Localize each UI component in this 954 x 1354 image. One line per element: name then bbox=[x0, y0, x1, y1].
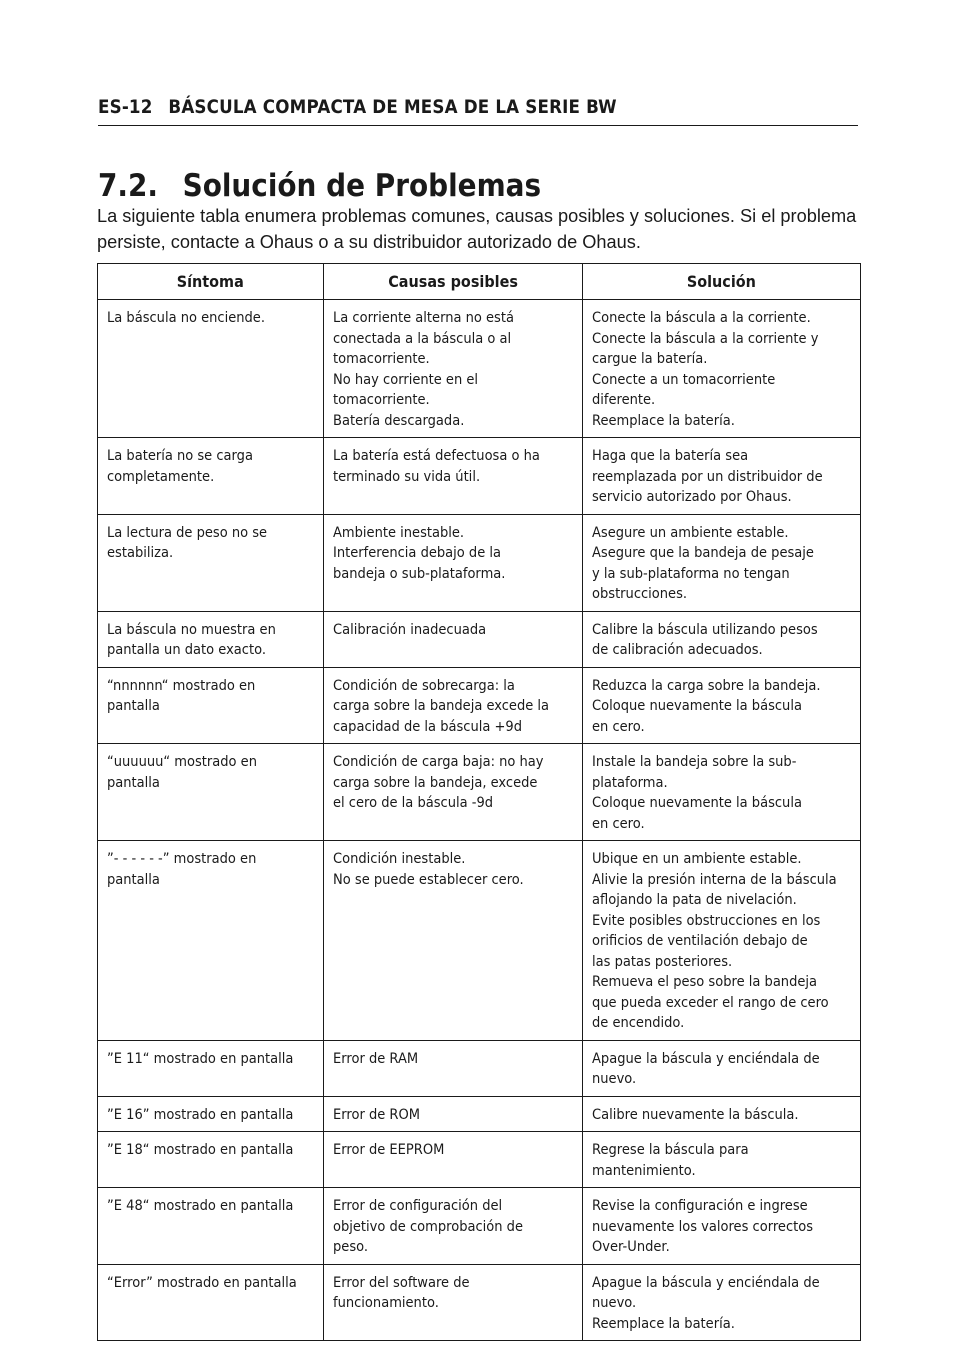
symptom-cell bbox=[98, 1040, 324, 1096]
solution-text-line: en cero. bbox=[592, 815, 645, 832]
solution-text-line: y la sub-plataforma no tengan bbox=[592, 565, 790, 582]
solution-text-line: Alivie la presión interna de la báscula bbox=[592, 871, 837, 888]
solution-text-line: de calibración adecuados. bbox=[592, 642, 763, 658]
solution-text-line: las patas posteriores. bbox=[592, 953, 733, 970]
causes-cell bbox=[324, 1096, 583, 1132]
causes-cell bbox=[324, 611, 583, 667]
table-row bbox=[98, 1096, 861, 1132]
symptom-cell bbox=[98, 1264, 324, 1341]
solution-text-line: Asegure un ambiente estable. bbox=[592, 524, 789, 541]
table-row bbox=[98, 1188, 861, 1265]
symptom-cell bbox=[98, 514, 324, 611]
solution-text-line: Remueva el peso sobre la bandeja bbox=[592, 974, 818, 990]
solution-text-line: plataforma. bbox=[592, 774, 668, 791]
solution-text-line: Apague la báscula y enciéndala de bbox=[592, 1274, 820, 1291]
section-heading: Solución de Problemas bbox=[182, 168, 542, 204]
causes-text-line: terminado su vida útil. bbox=[333, 468, 481, 485]
symptom-cell bbox=[98, 667, 324, 744]
symptom-cell bbox=[98, 300, 324, 438]
causes-text-line: Error del software de bbox=[333, 1274, 470, 1291]
solution-cell bbox=[583, 1264, 861, 1341]
symptom-cell bbox=[98, 841, 324, 1041]
symptom-text-line: pantalla bbox=[107, 871, 160, 888]
causes-cell bbox=[324, 667, 583, 744]
solution-text-line: Conecte la báscula a la corriente y bbox=[592, 330, 819, 347]
solution-text-line: mantenimiento. bbox=[592, 1162, 696, 1179]
symptom-text-line: ”E 16” mostrado en pantalla bbox=[107, 1106, 294, 1123]
symptom-text-line: “nnnnnn“ mostrado en bbox=[107, 677, 256, 694]
table-header-row bbox=[98, 264, 861, 300]
causes-text-line: tomacorriente. bbox=[333, 392, 430, 408]
symptom-cell bbox=[98, 1188, 324, 1265]
symptom-text-line: La lectura de peso no se bbox=[107, 524, 268, 541]
solution-text-line: Calibre nuevamente la báscula. bbox=[592, 1106, 799, 1123]
column-header-label: Causas posibles bbox=[388, 272, 518, 291]
solution-text-line: Over-Under. bbox=[592, 1239, 670, 1255]
table-row bbox=[98, 514, 861, 611]
causes-text-line: funcionamiento. bbox=[333, 1295, 439, 1311]
solution-text-line: Conecte la báscula a la corriente. bbox=[592, 310, 811, 326]
table-row bbox=[98, 667, 861, 744]
troubleshooting-table bbox=[97, 263, 861, 1341]
solution-text-line: de encendido. bbox=[592, 1015, 685, 1031]
column-header-causes bbox=[324, 264, 583, 300]
causes-cell bbox=[324, 1264, 583, 1341]
solution-text-line: Asegure que la bandeja de pesaje bbox=[592, 545, 814, 561]
solution-text-line: Reemplace la batería. bbox=[592, 412, 735, 429]
solution-text-line: en cero. bbox=[592, 718, 645, 735]
solution-cell bbox=[583, 514, 861, 611]
causes-text-line: bandeja o sub-plataforma. bbox=[333, 565, 506, 582]
table-row bbox=[98, 1264, 861, 1341]
causes-text-line: carga sobre la bandeja, excede bbox=[333, 774, 538, 791]
symptom-text-line: ”E 11“ mostrado en pantalla bbox=[107, 1050, 294, 1067]
solution-text-line: Reemplace la batería. bbox=[592, 1315, 735, 1332]
causes-cell bbox=[324, 744, 583, 841]
causes-text-line: objetivo de comprobación de bbox=[333, 1218, 523, 1235]
symptom-cell bbox=[98, 1132, 324, 1188]
solution-cell bbox=[583, 667, 861, 744]
causes-text-line: el cero de la báscula -9d bbox=[333, 795, 494, 811]
causes-cell bbox=[324, 1132, 583, 1188]
causes-text-line: La batería está defectuosa o ha bbox=[333, 448, 540, 464]
causes-text-line: Error de configuración del bbox=[333, 1198, 503, 1214]
solution-text-line: Reduzca la carga sobre la bandeja. bbox=[592, 677, 821, 694]
table-row bbox=[98, 744, 861, 841]
symptom-text-line: ”- - - - - -” mostrado en bbox=[107, 851, 257, 867]
intro-paragraph: La siguiente tabla enumera problemas comunes, causas posibles y soluciones. Si el problema persiste, contacte a Ohaus o a su distribuidor autorizado de Ohaus. bbox=[97, 206, 857, 252]
column-header-symptom bbox=[98, 264, 324, 300]
symptom-text-line: ”E 18“ mostrado en pantalla bbox=[107, 1142, 294, 1158]
causes-text-line: La corriente alterna no está bbox=[333, 310, 514, 326]
symptom-cell bbox=[98, 611, 324, 667]
solution-text-line: nuevamente los valores correctos bbox=[592, 1218, 814, 1235]
causes-cell bbox=[324, 514, 583, 611]
section-number: 7.2. bbox=[98, 168, 159, 204]
solution-cell bbox=[583, 1188, 861, 1265]
solution-cell bbox=[583, 841, 861, 1041]
column-header-label: Solución bbox=[686, 272, 757, 291]
causes-text-line: capacidad de la báscula +9d bbox=[333, 718, 523, 735]
solution-cell bbox=[583, 611, 861, 667]
symptom-cell bbox=[98, 1096, 324, 1132]
symptom-text-line: La batería no se carga bbox=[107, 448, 253, 464]
table-row bbox=[98, 841, 861, 1041]
table-row bbox=[98, 1040, 861, 1096]
solution-text-line: Ubique en un ambiente estable. bbox=[592, 851, 802, 867]
solution-text-line: servicio autorizado por Ohaus. bbox=[592, 489, 792, 505]
causes-text-line: No se puede establecer cero. bbox=[333, 871, 524, 888]
column-header-solution bbox=[583, 264, 861, 300]
causes-text-line: Condición de carga baja: no hay bbox=[333, 754, 544, 770]
solution-text-line: aflojando la pata de nivelación. bbox=[592, 892, 797, 908]
causes-cell bbox=[324, 1188, 583, 1265]
causes-text-line: peso. bbox=[333, 1239, 369, 1255]
symptom-text-line: pantalla un dato exacto. bbox=[107, 642, 267, 658]
solution-text-line: diferente. bbox=[592, 392, 656, 408]
manual-title: BÁSCULA COMPACTA DE MESA DE LA SERIE BW bbox=[168, 96, 617, 118]
solution-text-line: nuevo. bbox=[592, 1071, 637, 1087]
causes-text-line: Error de EEPROM bbox=[333, 1142, 445, 1158]
causes-cell bbox=[324, 438, 583, 515]
solution-text-line: orificios de ventilación debajo de bbox=[592, 933, 808, 949]
causes-text-line: Error de RAM bbox=[333, 1050, 419, 1067]
causes-cell bbox=[324, 1040, 583, 1096]
causes-text-line: tomacorriente. bbox=[333, 351, 430, 367]
solution-text-line: que pueda exceder el rango de cero bbox=[592, 994, 829, 1011]
solution-text-line: cargue la batería. bbox=[592, 351, 708, 367]
causes-text-line: Ambiente inestable. bbox=[333, 524, 465, 541]
symptom-text-line: estabiliza. bbox=[107, 545, 174, 561]
symptom-text-line: ”E 48“ mostrado en pantalla bbox=[107, 1198, 294, 1214]
symptom-text-line: completamente. bbox=[107, 468, 215, 485]
table-row bbox=[98, 611, 861, 667]
table-row bbox=[98, 1132, 861, 1188]
solution-text-line: Haga que la batería sea bbox=[592, 448, 749, 464]
symptom-cell bbox=[98, 744, 324, 841]
causes-text-line: conectada a la báscula o al bbox=[333, 330, 512, 347]
solution-text-line: Conecte a un tomacorriente bbox=[592, 371, 776, 388]
solution-text-line: Instale la bandeja sobre la sub- bbox=[592, 754, 797, 770]
causes-text-line: Batería descargada. bbox=[333, 412, 465, 429]
causes-text-line: No hay corriente en el bbox=[333, 371, 479, 388]
solution-cell bbox=[583, 438, 861, 515]
header-rule bbox=[98, 125, 858, 126]
causes-text-line: Condición inestable. bbox=[333, 851, 466, 867]
solution-cell bbox=[583, 300, 861, 438]
section-title bbox=[98, 168, 541, 204]
symptom-text-line: “uuuuuu“ mostrado en bbox=[107, 754, 257, 770]
solution-cell bbox=[583, 744, 861, 841]
causes-text-line: Condición de sobrecarga: la bbox=[333, 677, 515, 694]
page-header bbox=[98, 96, 767, 118]
solution-text-line: Calibre la báscula utilizando pesos bbox=[592, 621, 818, 638]
symptom-text-line: La báscula no muestra en bbox=[107, 621, 276, 638]
solution-text-line: Evite posibles obstrucciones en los bbox=[592, 912, 821, 929]
solution-cell bbox=[583, 1040, 861, 1096]
solution-text-line: Coloque nuevamente la báscula bbox=[592, 795, 802, 811]
column-header-label: Síntoma bbox=[176, 272, 245, 291]
solution-text-line: obstrucciones. bbox=[592, 586, 688, 602]
solution-text-line: Regrese la báscula para bbox=[592, 1142, 749, 1158]
table-row bbox=[98, 300, 861, 438]
causes-cell bbox=[324, 841, 583, 1041]
symptom-text-line: La báscula no enciende. bbox=[107, 310, 265, 326]
symptom-text-line: pantalla bbox=[107, 698, 160, 714]
solution-text-line: Apague la báscula y enciéndala de bbox=[592, 1050, 820, 1067]
solution-text-line: Revise la configuración e ingrese bbox=[592, 1198, 808, 1214]
symptom-text-line: pantalla bbox=[107, 774, 160, 791]
causes-cell bbox=[324, 300, 583, 438]
solution-cell bbox=[583, 1096, 861, 1132]
symptom-text-line: “Error” mostrado en pantalla bbox=[107, 1274, 297, 1291]
solution-cell bbox=[583, 1132, 861, 1188]
causes-text-line: Error de ROM bbox=[333, 1106, 421, 1123]
solution-text-line: nuevo. bbox=[592, 1295, 637, 1311]
table-body bbox=[98, 300, 861, 1341]
table-row bbox=[98, 438, 861, 515]
symptom-cell bbox=[98, 438, 324, 515]
solution-text-line: Coloque nuevamente la báscula bbox=[592, 698, 802, 714]
causes-text-line: carga sobre la bandeja excede la bbox=[333, 698, 550, 714]
page-code: ES-12 bbox=[98, 96, 153, 118]
causes-text-line: Calibración inadecuada bbox=[333, 621, 487, 638]
solution-text-line: reemplazada por un distribuidor de bbox=[592, 468, 823, 485]
causes-text-line: Interferencia debajo de la bbox=[333, 545, 502, 561]
